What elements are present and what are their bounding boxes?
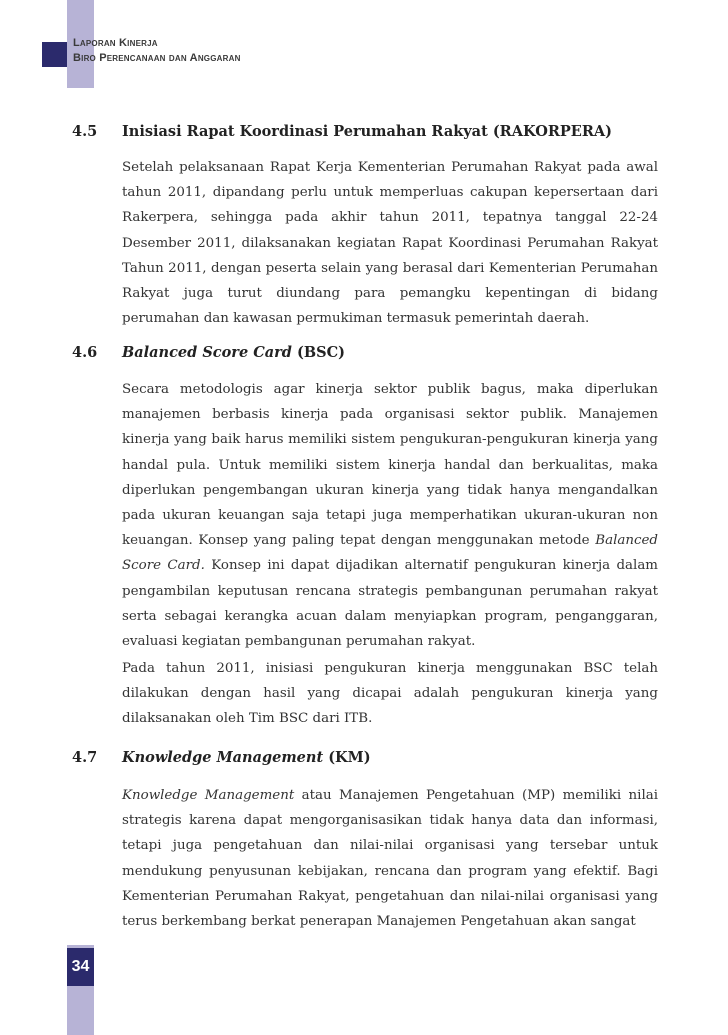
section-title-rest: (BSC): [291, 344, 345, 361]
running-header-line2: Biro Perencanaan dan Anggaran: [73, 52, 241, 64]
section-number: 4.6: [72, 344, 98, 361]
paragraph-part: atau Manajemen Pengetahuan (MP) memiliki nilai strategis karena dapat mengorganisasikan tidak hanya data dan informasi, tetapi juga pengetahuan dan nilai-nilai organisasi yang tersebar untuk mendukung penyusunan kebijakan, rencana dan program yang efektif. Bagi Kementerian Perumahan Rakyat, pengetahuan dan nilai-nilai organisasi yang terus berkembang berkat penerapan Manajemen Pengetahuan akan sangat: [122, 788, 659, 930]
section-number: 4.5: [72, 123, 98, 140]
paragraph: [122, 783, 658, 934]
paragraph: Setelah pelaksanaan Rapat Kerja Kementerian Perumahan Rakyat pada awal tahun 2011, dipandang perlu untuk memperluas cakupan kepersertaan dari Rakerpera, sehingga pada akhir tahun 2011, tepatnya tanggal 22-24 Desember 2011, dilaksanakan kegiatan Rapat Koordinasi Perumahan Rakyat Tahun 2011, dengan peserta selain yang berasal dari Kementerian Perumahan Rakyat juga turut diundang para pemangku kepentingan di bidang perumahan dan kawasan permukiman termasuk pemerintah daerah.: [122, 160, 658, 327]
paragraph: [122, 377, 658, 654]
paragraph-italic: Knowledge Management: [122, 788, 295, 803]
section-title-italic: Balanced Score Card: [122, 344, 292, 361]
running-header: [73, 36, 241, 66]
header-decoration-block: [42, 42, 67, 67]
running-header-line1: Laporan Kinerja: [73, 37, 158, 49]
section-title: [122, 344, 345, 361]
paragraph-italic: Balanced Score Card.: [122, 533, 658, 574]
paragraph: Pada tahun 2011, inisiasi pengukuran kinerja menggunakan BSC telah dilakukan dengan hasil yang dicapai adalah pengukuran kinerja yang dilaksanakan oleh Tim BSC dari ITB.: [122, 661, 658, 727]
section-title-rest: (KM): [323, 749, 371, 766]
section-title-italic: Knowledge Management: [122, 749, 324, 766]
paragraph-part: Secara metodologis agar kinerja sektor publik bagus, maka diperlukan manajemen berbasis kinerja pada organisasi sektor publik. Manajemen kinerja yang baik harus memiliki sistem pengukuran-pengukuran kinerja yang handal pula. Untuk memiliki sistem kinerja handal dan berkualitas, maka diperlukan pengembangan ukuran kinerja yang tidak hanya mengandalkan pada ukuran keuangan saja tetapi juga memperhatikan ukuran-ukuran non keuangan. Konsep yang paling tepat dengan menggunakan metode: [122, 382, 658, 549]
paragraph-part: Konsep ini dapat dijadikan alternatif pengukuran kinerja dalam pengambilan keputusan rencana strategis pembangunan perumahan rakyat serta sebagai kerangka acuan dalam menyiapkan program, penganggaran, evaluasi kegiatan pembangunan perumahan rakyat.: [122, 558, 658, 650]
section-title: Inisiasi Rapat Koordinasi Perumahan Rakyat (RAKORPERA): [122, 123, 612, 140]
page-number: 34: [67, 948, 94, 986]
section-number: 4.7: [72, 749, 98, 766]
section-title: [122, 749, 371, 766]
